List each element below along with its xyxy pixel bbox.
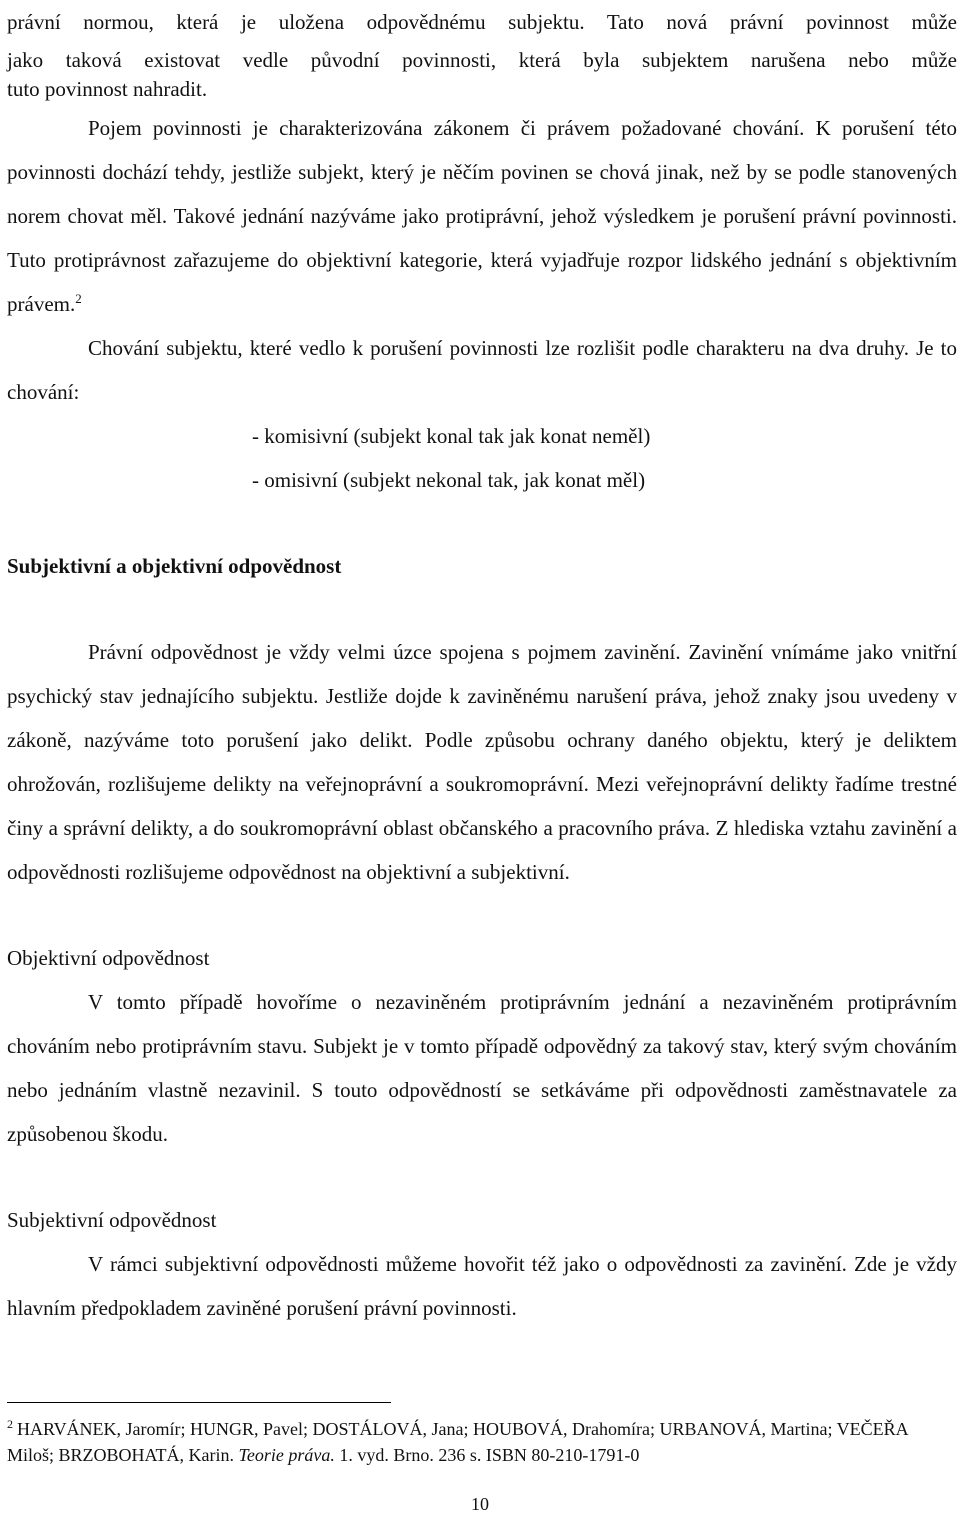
section-heading-subjective: Subjektivní odpovědnost [7, 1208, 217, 1232]
footnote-title: Teorie práva. [238, 1445, 335, 1465]
paragraph-fault [7, 630, 957, 894]
section-heading-subj-obj: Subjektivní a objektivní odpovědnost [7, 554, 342, 578]
behavior-list [7, 414, 957, 502]
footnote-authors: HARVÁNEK, Jaromír; HUNGR, Pavel; DOSTÁLOVÁ, Jana; HOUBOVÁ, Drahomíra; URBANOVÁ, Martina; VEČEŘA Miloš; BRZOBOHATÁ, Karin. [7, 1419, 908, 1465]
footnote-details: 1. vyd. Brno. 236 s. ISBN 80-210-1791-0 [334, 1445, 640, 1465]
duty-text: Pojem povinnosti je charakterizována zákonem či právem požadované chování. K porušení této povinnosti dochází tehdy, jestliže subjekt, který je něčím povinen se chová jinak, než by se podle stanovených norem chovat měl. Takové jednání nazýváme jako protiprávní, jehož výsledkem je porušení právní povinnosti. Tuto protiprávnost zařazujeme do objektivní kategorie, která vyjadřuje rozpor lidského jednání s objektivním právem. [7, 116, 957, 316]
objective-text: V tomto případě hovoříme o nezaviněném protiprávním jednání a nezaviněném protiprávním chováním nebo protiprávním stavu. Subjekt je v tomto případě odpovědný za takový stav, který svým chováním nebo jednáním vlastně nezavinil. S touto odpovědností se setkáváme při odpovědnosti zaměstnavatele za způsobenou škodu. [7, 990, 957, 1146]
footnote-divider [7, 1402, 391, 1403]
page-number: 10 [471, 1494, 489, 1514]
paragraph-behavior [7, 326, 957, 414]
document-page [7, 0, 957, 1330]
fault-text: Právní odpovědnost je vždy velmi úzce spojena s pojmem zavinění. Zavinění vnímáme jako vnitřní psychický stav jednajícího subjektu. Jestliže dojde k zaviněnému narušení práva, jehož znaky jsou uvedeny v zákoně, nazýváme toto porušení jako delikt. Podle způsobu ochrany daného objektu, který je deliktem ohrožován, rozlišujeme delikty na veřejnoprávní a soukromoprávní. Mezi veřejnoprávní delikty řadíme trestné činy a správní delikty, a do soukromoprávní oblast občanského a pracovního práva. Z hlediska vztahu zavinění a odpovědnosti rozlišujeme odpovědnost na objektivní a subjektivní. [7, 640, 957, 884]
footnote-number: 2 [7, 1417, 13, 1431]
paragraph-duty [7, 106, 957, 326]
list-item: - omisivní (subjekt nekonal tak, jak konat měl) [252, 468, 646, 492]
subjective-text: V rámci subjektivní odpovědnosti můžeme hovořit též jako o odpovědnosti za zavinění. Zde je vždy hlavním předpokladem zaviněné porušení právní povinnosti. [7, 1252, 957, 1320]
behavior-text: Chování subjektu, které vedlo k porušení povinnosti lze rozlišit podle charakteru na dva druhy. Je to chování: [7, 336, 957, 404]
intro-line-2: jako taková existovat vedle původní povinnosti, která byla subjektem narušena nebo může [7, 48, 957, 72]
intro-line-3: tuto povinnost nahradit. [7, 77, 208, 101]
intro-line-1: právní normou, která je uložena odpovědnému subjektu. Tato nová právní povinnost může [7, 10, 957, 34]
list-item: - komisivní (subjekt konal tak jak konat neměl) [252, 424, 651, 448]
footnote-ref: 2 [75, 291, 82, 306]
footnote [7, 1416, 937, 1468]
paragraph-intro [7, 0, 957, 102]
paragraph-subjective [7, 1242, 957, 1330]
section-heading-objective: Objektivní odpovědnost [7, 946, 210, 970]
paragraph-objective [7, 980, 957, 1156]
